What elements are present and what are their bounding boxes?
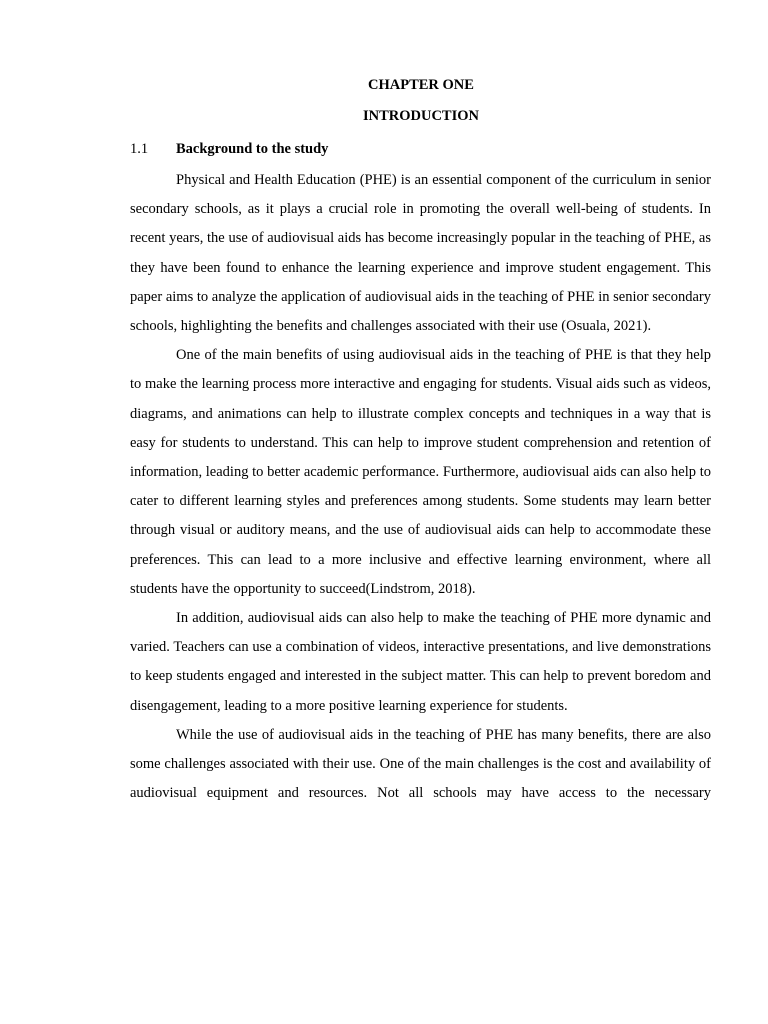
chapter-title-heading: INTRODUCTION [362, 108, 479, 124]
section-heading [130, 139, 711, 159]
body-text [130, 166, 711, 808]
section-number: 1.1 [130, 141, 149, 157]
paragraph-2: One of the main benefits of using audiovisual aids in the teaching of PHE is that they help to make the learning process more interactive and engaging for students. Visual aids such as videos, diagrams, and animations can help to illustrate complex concepts and techniques in a way that is easy for students to understand. This can help to improve student comprehension and retention of information, leading to better academic performance. Furthermore, audiovisual aids can also help to cater to different learning styles and preferences among students. Some students may learn better through visual or auditory means, and the use of audiovisual aids can help to accommodate these preferences. This can lead to a more inclusive and effective learning environment, where all students have the opportunity to succeed(Lindstrom, 2018). [130, 347, 711, 597]
paragraph-4: While the use of audiovisual aids in the teaching of PHE has many benefits, there are also some challenges associated with their use. One of the main challenges is the cost and availability of audiovisual equipment and resources. Not all schools may have access to the necessary [130, 726, 711, 802]
paragraph-3: In addition, audiovisual aids can also help to make the teaching of PHE more dynamic and varied. Teachers can use a combination of videos, interactive presentations, and live demonstrations to keep students engaged and interested in the subject matter. This can help to prevent boredom and disengagement, leading to a more positive learning experience for students. [130, 610, 711, 714]
section-title: Background to the study [176, 141, 329, 157]
chapter-number-heading: CHAPTER ONE [368, 77, 474, 93]
paragraph-1: Physical and Health Education (PHE) is an essential component of the curriculum in senior secondary schools, as it plays a crucial role in promoting the overall well-being of students. In recent years, the use of audiovisual aids has become increasingly popular in the teaching of PHE, as they have been found to enhance the learning experience and improve student engagement. This paper aims to analyze the application of audiovisual aids in the teaching of PHE in senior secondary schools, highlighting the benefits and challenges associated with their use (Osuala, 2021). [130, 172, 711, 335]
